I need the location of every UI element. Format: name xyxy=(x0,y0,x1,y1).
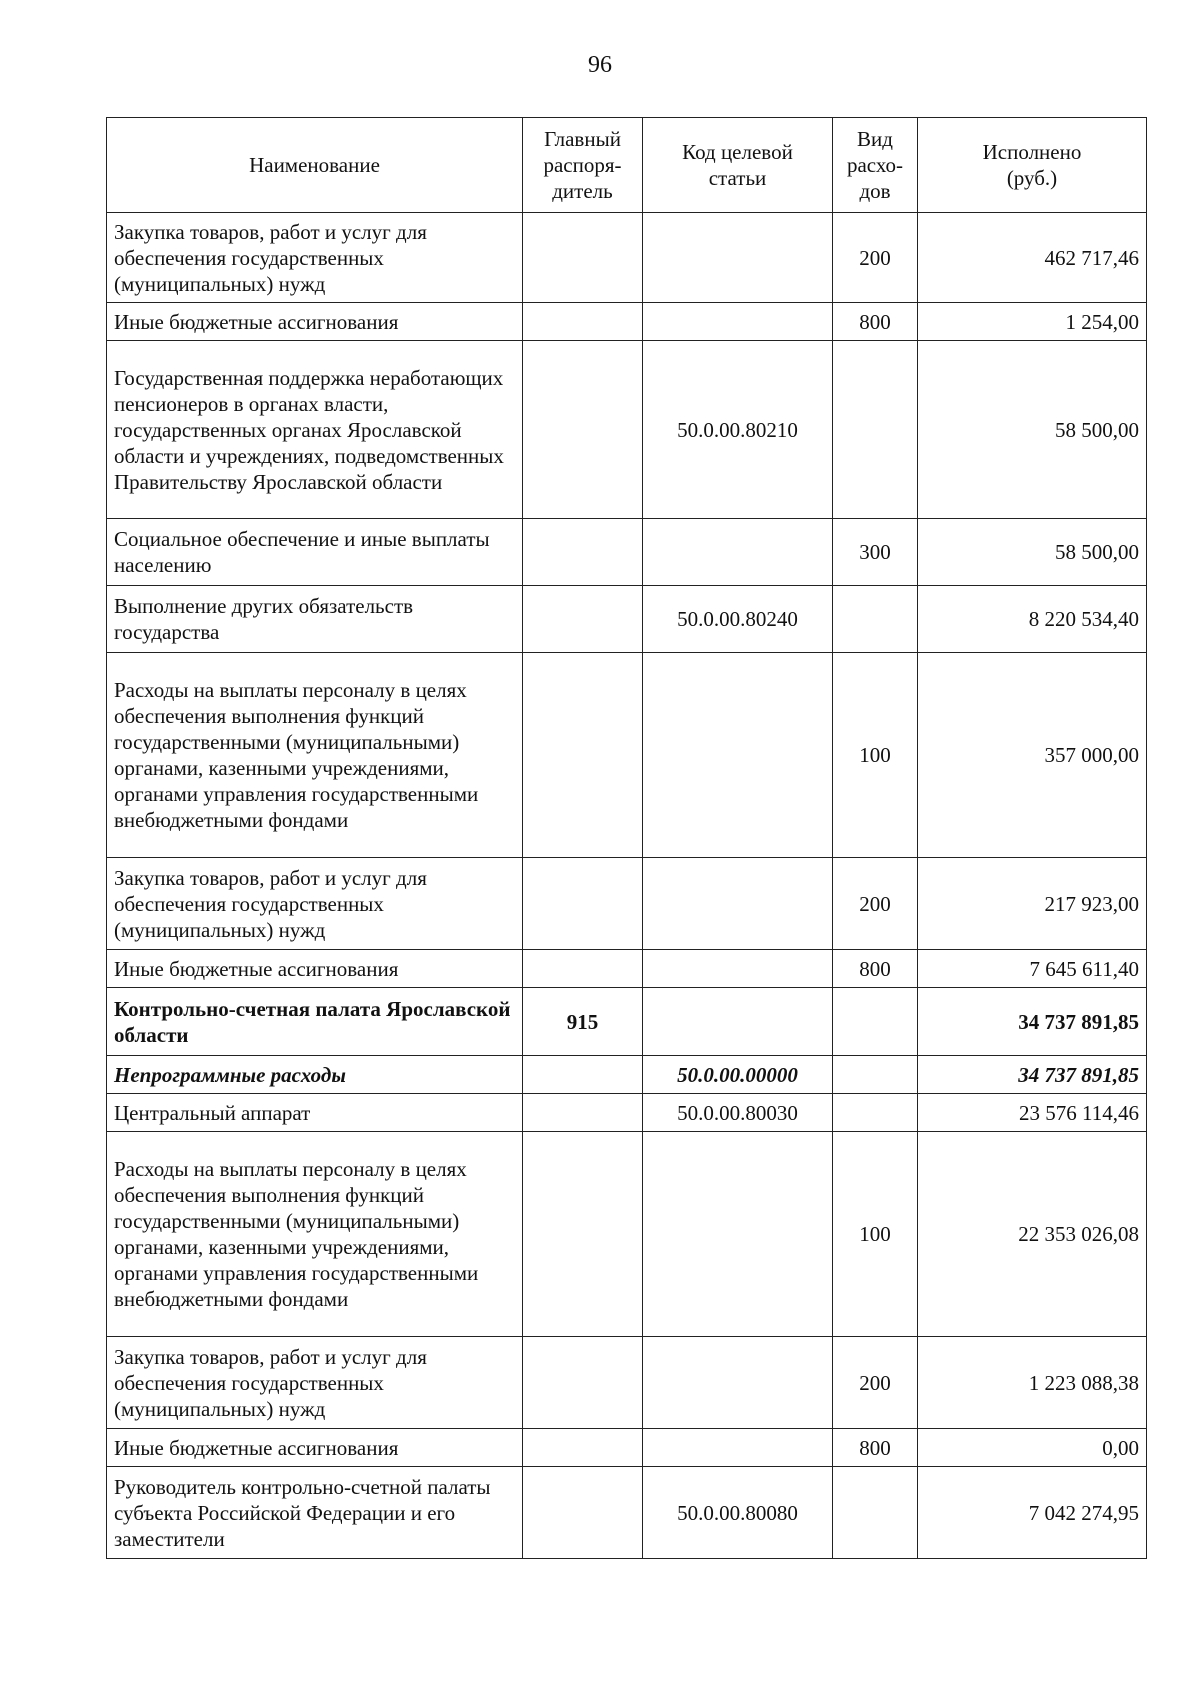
row-name: Закупка товаров, работ и услуг для обеспечения государственных (муниципальных) нужд xyxy=(107,858,523,950)
row-executed: 217 923,00 xyxy=(918,858,1147,950)
row-expense-kind: 800 xyxy=(833,1429,918,1467)
header-main-manager: Главный распоря- дитель xyxy=(523,118,643,213)
row-main-manager xyxy=(523,341,643,519)
table-row xyxy=(107,213,1147,303)
row-target-code xyxy=(643,1132,833,1337)
table-row xyxy=(107,1467,1147,1559)
row-target-code xyxy=(643,988,833,1056)
row-main-manager xyxy=(523,1429,643,1467)
row-name: Контрольно-счетная палата Ярославской области xyxy=(107,988,523,1056)
row-expense-kind xyxy=(833,586,918,653)
row-expense-kind: 200 xyxy=(833,858,918,950)
row-expense-kind xyxy=(833,341,918,519)
row-name: Государственная поддержка неработающих пенсионеров в органах власти, государственных органах Ярославской области и учреждениях, подведомственных Правительству Ярославской области xyxy=(107,341,523,519)
row-target-code xyxy=(643,653,833,858)
row-executed: 22 353 026,08 xyxy=(918,1132,1147,1337)
row-name: Иные бюджетные ассигнования xyxy=(107,303,523,341)
row-executed: 23 576 114,46 xyxy=(918,1094,1147,1132)
row-expense-kind: 300 xyxy=(833,519,918,586)
table-row xyxy=(107,858,1147,950)
table-row-organization xyxy=(107,988,1147,1056)
row-executed: 1 223 088,38 xyxy=(918,1337,1147,1429)
table-row xyxy=(107,341,1147,519)
row-target-code xyxy=(643,303,833,341)
row-expense-kind xyxy=(833,1094,918,1132)
row-executed: 58 500,00 xyxy=(918,341,1147,519)
header-expense-kind: Вид расхо- дов xyxy=(833,118,918,213)
row-name: Руководитель контрольно-счетной палаты субъекта Российской Федерации и его заместители xyxy=(107,1467,523,1559)
row-target-code: 50.0.00.80030 xyxy=(643,1094,833,1132)
row-executed: 462 717,46 xyxy=(918,213,1147,303)
row-target-code: 50.0.00.80080 xyxy=(643,1467,833,1559)
row-executed: 58 500,00 xyxy=(918,519,1147,586)
row-expense-kind: 100 xyxy=(833,1132,918,1337)
row-expense-kind: 800 xyxy=(833,303,918,341)
row-main-manager xyxy=(523,1467,643,1559)
page-number: 96 xyxy=(588,52,612,78)
row-main-manager xyxy=(523,303,643,341)
row-name: Закупка товаров, работ и услуг для обеспечения государственных (муниципальных) нужд xyxy=(107,1337,523,1429)
row-expense-kind: 200 xyxy=(833,213,918,303)
row-main-manager xyxy=(523,1056,643,1094)
row-target-code xyxy=(643,950,833,988)
row-target-code: 50.0.00.00000 xyxy=(643,1056,833,1094)
row-executed: 7 042 274,95 xyxy=(918,1467,1147,1559)
row-expense-kind xyxy=(833,988,918,1056)
row-executed: 7 645 611,40 xyxy=(918,950,1147,988)
row-executed: 8 220 534,40 xyxy=(918,586,1147,653)
row-executed: 1 254,00 xyxy=(918,303,1147,341)
row-main-manager xyxy=(523,950,643,988)
row-executed: 34 737 891,85 xyxy=(918,988,1147,1056)
table-header-row xyxy=(107,118,1147,213)
row-main-manager xyxy=(523,858,643,950)
table-row xyxy=(107,1429,1147,1467)
header-name: Наименование xyxy=(107,118,523,213)
row-main-manager xyxy=(523,1094,643,1132)
row-main-manager xyxy=(523,653,643,858)
budget-table xyxy=(106,117,1147,1559)
row-main-manager xyxy=(523,586,643,653)
row-target-code xyxy=(643,1337,833,1429)
row-executed: 34 737 891,85 xyxy=(918,1056,1147,1094)
table-row xyxy=(107,1094,1147,1132)
row-executed: 0,00 xyxy=(918,1429,1147,1467)
row-target-code xyxy=(643,213,833,303)
row-name: Закупка товаров, работ и услуг для обеспечения государственных (муниципальных) нужд xyxy=(107,213,523,303)
row-expense-kind xyxy=(833,1467,918,1559)
row-target-code: 50.0.00.80240 xyxy=(643,586,833,653)
row-name: Иные бюджетные ассигнования xyxy=(107,1429,523,1467)
row-name: Центральный аппарат xyxy=(107,1094,523,1132)
row-expense-kind: 100 xyxy=(833,653,918,858)
table-row-section xyxy=(107,1056,1147,1094)
row-target-code xyxy=(643,519,833,586)
table-row xyxy=(107,1337,1147,1429)
row-name: Расходы на выплаты персоналу в целях обеспечения выполнения функций государственными (муниципальными) органами, казенными учреждениями, органами управления государственными внебюджетными фондами xyxy=(107,653,523,858)
row-name: Непрограммные расходы xyxy=(107,1056,523,1094)
row-name: Выполнение других обязательств государства xyxy=(107,586,523,653)
header-executed: Исполнено (руб.) xyxy=(918,118,1147,213)
header-target-code: Код целевой статьи xyxy=(643,118,833,213)
table-row xyxy=(107,950,1147,988)
row-name: Иные бюджетные ассигнования xyxy=(107,950,523,988)
row-executed: 357 000,00 xyxy=(918,653,1147,858)
row-main-manager xyxy=(523,519,643,586)
row-name: Расходы на выплаты персоналу в целях обеспечения выполнения функций государственными (муниципальными) органами, казенными учреждениями, органами управления государственными внебюджетными фондами xyxy=(107,1132,523,1337)
row-target-code: 50.0.00.80210 xyxy=(643,341,833,519)
row-name: Социальное обеспечение и иные выплаты населению xyxy=(107,519,523,586)
row-expense-kind: 200 xyxy=(833,1337,918,1429)
table-row xyxy=(107,519,1147,586)
row-main-manager: 915 xyxy=(523,988,643,1056)
table-row xyxy=(107,653,1147,858)
table-row xyxy=(107,586,1147,653)
row-main-manager xyxy=(523,1337,643,1429)
row-main-manager xyxy=(523,1132,643,1337)
row-target-code xyxy=(643,858,833,950)
row-target-code xyxy=(643,1429,833,1467)
row-expense-kind xyxy=(833,1056,918,1094)
row-main-manager xyxy=(523,213,643,303)
row-expense-kind: 800 xyxy=(833,950,918,988)
table-row xyxy=(107,1132,1147,1337)
table-row xyxy=(107,303,1147,341)
